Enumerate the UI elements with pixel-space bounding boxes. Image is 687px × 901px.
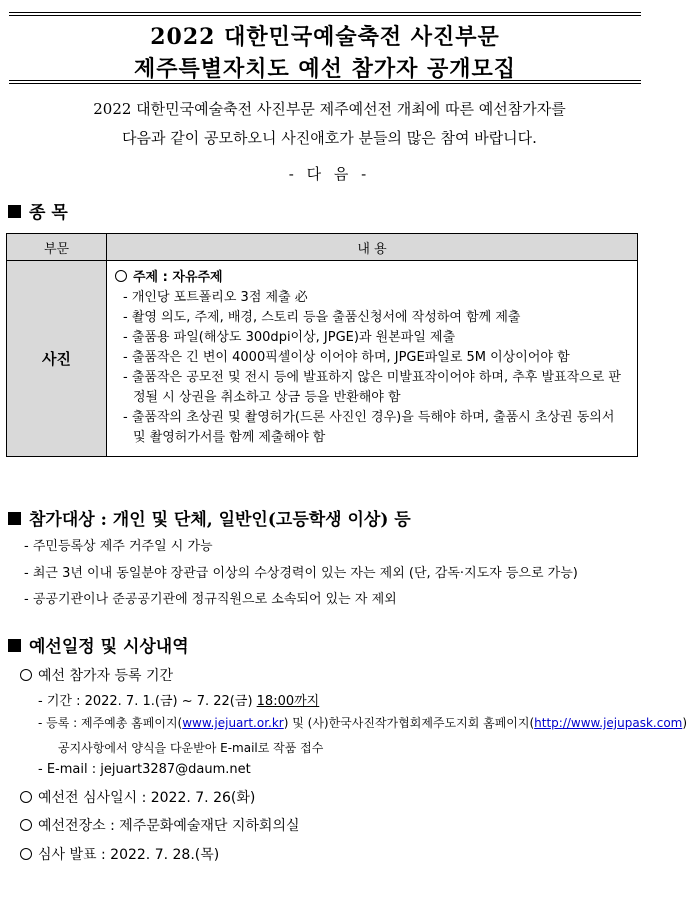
section-items-heading: 종 목 xyxy=(8,198,68,223)
table-header-content: 내 용 xyxy=(107,234,638,261)
list-item: - 출품작의 초상권 및 촬영허가(드론 사진인 경우)을 득해야 하며, 출품시 초상권 동의서 및 촬영허가서를 함께 제출해야 함 xyxy=(123,410,615,445)
registration-heading: 예선 참가자 등록 기간 xyxy=(20,665,173,685)
circle-bullet-icon xyxy=(20,791,32,803)
section-schedule-heading: 예선일정 및 시상내역 xyxy=(8,632,189,657)
circle-bullet-icon xyxy=(20,848,32,860)
square-bullet-icon xyxy=(8,639,21,652)
target-line3: - 공공기관이나 준공공기관에 정규직원으로 소속되어 있는 자 제외 xyxy=(24,592,397,607)
table-header-category: 부문 xyxy=(7,234,107,261)
intro-separator: - 다 음 - xyxy=(288,165,371,183)
target-line2: - 최근 3년 이내 동일분야 장관급 이상의 수상경력이 있는 자는 제외 (단, 감독·지도자 등으로 가능) xyxy=(24,566,578,581)
list-item: - 촬영 의도, 주제, 배경, 스토리 등을 출품신청서에 작성하여 함께 제출 xyxy=(123,310,521,325)
square-bullet-icon xyxy=(8,512,21,525)
content-cell xyxy=(107,261,638,457)
registration-note: 공지사항에서 양식을 다운받아 E-mail로 작품 접수 xyxy=(58,741,324,755)
intro-line2: 다음과 같이 공모하오니 사진애호가 분들의 많은 참여 바랍니다. xyxy=(122,129,537,147)
list-item: - 출품용 파일(해상도 300dpi이상, JPGE)과 원본파일 제출 xyxy=(123,330,456,345)
list-item: - 출품작은 공모전 및 전시 등에 발표하지 않은 미발표작이어야 하며, 추후 발표작으로 판정될 시 상권을 취소하고 상금 등을 반환해야 함 xyxy=(123,370,621,405)
items-table xyxy=(6,233,638,457)
jejupask-link[interactable]: http://www.jejupask.com xyxy=(534,716,683,730)
jejuart-link[interactable]: www.jejuart.or.kr xyxy=(182,716,284,730)
period-line: - 기간 : 2022. 7. 1.(금) ~ 7. 22(금) 18:00까지 xyxy=(38,694,320,709)
square-bullet-icon xyxy=(8,205,21,218)
target-line1: - 주민등록상 제주 거주일 시 가능 xyxy=(24,539,213,554)
review-date-line: 예선전 심사일시 : 2022. 7. 26(화) xyxy=(20,787,255,807)
announce-line: 심사 발표 : 2022. 7. 28.(목) xyxy=(20,844,219,864)
table-header-row xyxy=(7,234,638,261)
venue-line: 예선전장소 : 제주문화예술재단 지하회의실 xyxy=(20,815,300,835)
registration-line: - 등록 : 제주예총 홈페이지(www.jejuart.or.kr) 및 (사)한국사진작가협회제주도지회 홈페이지(http://www.jejupask.com) xyxy=(38,716,687,730)
circle-bullet-icon xyxy=(20,819,32,831)
intro-line1: 2022 대한민국예술축전 사진부문 제주예선전 개최에 따른 예선참가자를 xyxy=(93,100,566,118)
section-target-heading: 참가대상 : 개인 및 단체, 일반인(고등학생 이상) 등 xyxy=(8,505,411,530)
table-row xyxy=(7,261,638,457)
email-line: - E-mail : jejuart3287@daum.net xyxy=(38,762,251,777)
circle-bullet-icon xyxy=(115,270,127,282)
theme-line: 주제 : 자유주제 xyxy=(115,268,631,288)
list-item: - 출품작은 긴 변이 4000픽셀이상 이어야 하며, JPGE파일로 5M 이상이어야 함 xyxy=(123,350,570,365)
circle-bullet-icon xyxy=(20,669,32,681)
page-title-line1: 2022 대한민국예술축전 사진부문 xyxy=(150,24,500,50)
page-title-line2: 제주특별자치도 예선 참가자 공개모집 xyxy=(133,56,516,82)
list-item: - 개인당 포트폴리오 3점 제출 必 xyxy=(123,290,308,305)
period-time: 18:00까지 xyxy=(256,694,320,709)
category-cell: 사진 xyxy=(7,261,107,457)
title-box xyxy=(9,12,641,84)
